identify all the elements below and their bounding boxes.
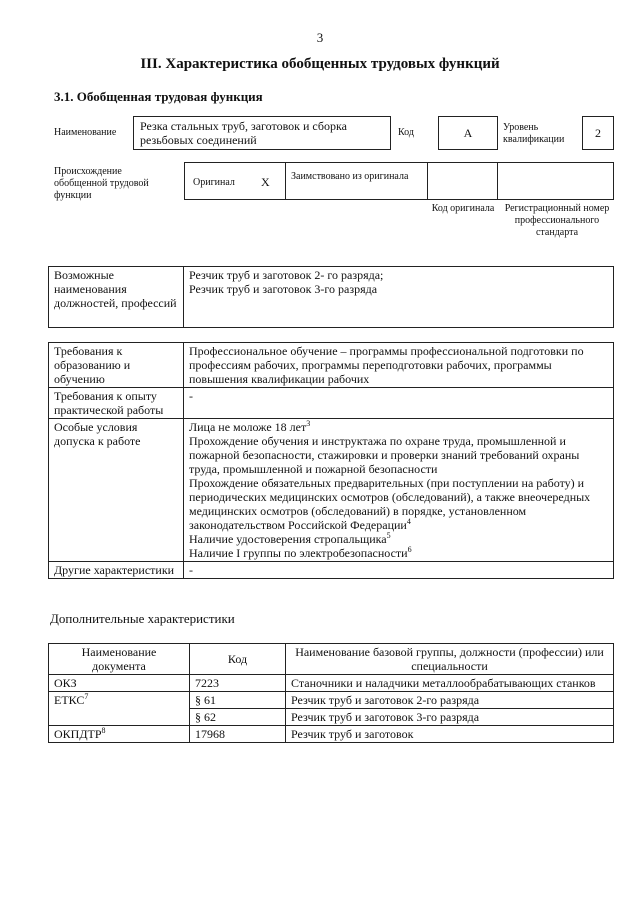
original-mark: X (261, 175, 270, 189)
condition-line: Прохождение обязательных предварительных (при поступлении на работу) и периодических медицинских осмотров (обследований), а также внеочередных медицинских осмотров (обследований) в порядке, установленном законодательством Российской Федерации$^4$ (189, 476, 591, 532)
origin-box (184, 162, 614, 200)
divider (427, 163, 428, 199)
level-label: Уровень квалификации (503, 122, 565, 145)
cell-name: Станочники и наладчики металлообрабатывающих станков (286, 675, 614, 692)
function-name-value: Резка стальных труб, заготовок и сборка резьбовых соединений (140, 119, 347, 147)
cell-name: Резчик труб и заготовок 3-го разряда (286, 709, 614, 726)
footnote-ref: 3 (306, 419, 311, 428)
origin-label: Происхождение обобщенной трудовой функции (54, 166, 149, 201)
positions-values (184, 267, 614, 328)
function-name-box (133, 116, 391, 150)
code-original-caption: Код оригинала (431, 203, 495, 214)
condition-line: Прохождение обучения и инструктажа по охране труда, промышленной и пожарной безопасности, стажировки и проверки знаний требований охраны труда, промышленной и пожарной безопасности (189, 434, 580, 476)
condition-line: Наличие удостоверения стропальщика$^5$ (189, 531, 391, 546)
divider (497, 163, 498, 199)
table-row (49, 419, 614, 562)
level-value: 2 (595, 126, 601, 140)
positions-label: Возможные наименования должностей, профессий (49, 267, 184, 328)
req-value: - (184, 388, 614, 419)
table-row (49, 562, 614, 579)
position-item: Резчик труб и заготовок 2- го разряда; (189, 268, 384, 282)
additional-table (48, 643, 614, 743)
cell-doc: ЕТКС$^7$ (49, 692, 190, 726)
req-label: Особые условия допуска к работе (49, 419, 184, 562)
cell-code: 17968 (190, 726, 286, 743)
header-code: Код (190, 644, 286, 675)
position-item: Резчик труб и заготовок 3-го разряда (189, 282, 378, 296)
table-row (49, 726, 614, 743)
cell-doc: ОКЗ (49, 675, 190, 692)
req-value: - (184, 562, 614, 579)
code-value: A (463, 126, 473, 140)
cell-code: § 61 (190, 692, 286, 709)
footnote-ref: 6 (407, 545, 412, 554)
req-value (184, 419, 614, 562)
cell-code: 7223 (190, 675, 286, 692)
name-label: Наименование (54, 127, 117, 138)
code-value-box (438, 116, 498, 150)
header-doc: Наименование документа (49, 644, 190, 675)
cell-doc: ОКПДТР$^8$ (49, 726, 190, 743)
footnote-ref: 4 (406, 517, 411, 526)
table-row (49, 343, 614, 388)
original-label: Оригинал (193, 177, 235, 188)
borrowed-label: Заимствовано из оригинала (291, 171, 409, 182)
footnote-ref: 8 (101, 726, 106, 735)
table-row (49, 692, 614, 709)
footnote-ref: 5 (386, 531, 391, 540)
req-label: Другие характеристики (49, 562, 184, 579)
requirements-table (48, 342, 614, 579)
reg-number-caption: Регистрационный номер профессионального стандарта (504, 203, 610, 238)
section-title: III. Характеристика обобщенных трудовых функций (140, 56, 500, 72)
cell-name: Резчик труб и заготовок 2-го разряда (286, 692, 614, 709)
table-header-row (49, 644, 614, 675)
footnote-ref: 7 (84, 692, 89, 701)
additional-title: Дополнительные характеристики (50, 611, 235, 626)
level-value-box (582, 116, 614, 150)
table-row (49, 675, 614, 692)
header-name: Наименование базовой группы, должности (профессии) или специальности (286, 644, 614, 675)
page-number: 3 (316, 30, 324, 45)
req-value: Профессиональное обучение – программы профессиональной подготовки по профессиям рабочих, программы переподготовки рабочих, программы повышения квалификации рабочих (184, 343, 614, 388)
condition-line: Лица не моложе 18 лет$^3$ (189, 419, 311, 434)
cell-code: § 62 (190, 709, 286, 726)
divider (285, 163, 286, 199)
code-label: Код (398, 127, 414, 138)
subsection-title: 3.1. Обобщенная трудовая функция (54, 89, 263, 104)
condition-line: Наличие I группы по электробезопасности$^6$ (189, 545, 412, 560)
positions-table (48, 266, 614, 328)
req-label: Требования к образованию и обучению (49, 343, 184, 388)
cell-name: Резчик труб и заготовок (286, 726, 614, 743)
table-row (49, 388, 614, 419)
table-row (49, 267, 614, 328)
req-label: Требования к опыту практической работы (49, 388, 184, 419)
